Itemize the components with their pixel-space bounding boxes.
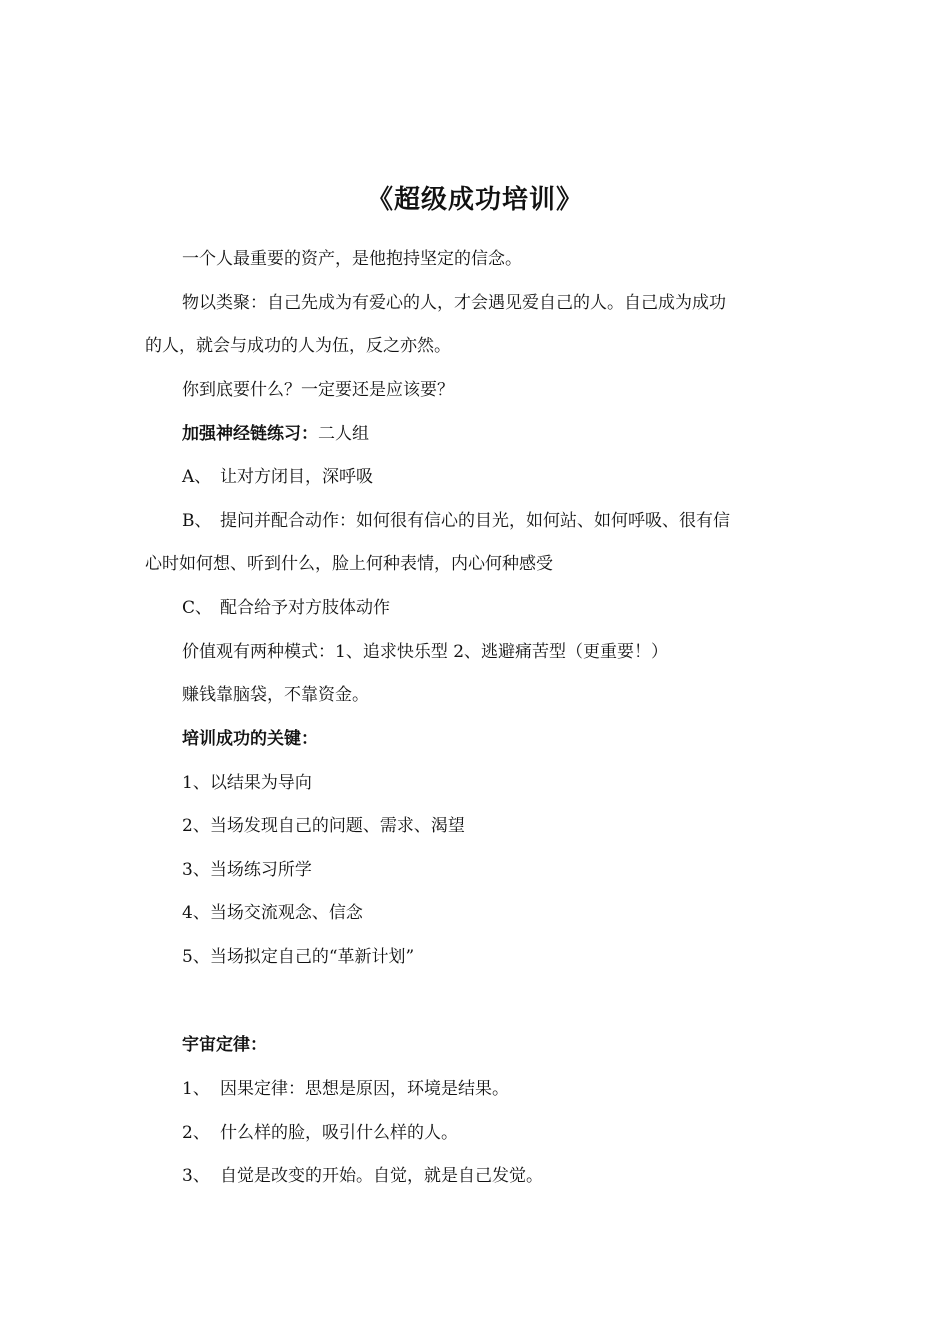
paragraph-question: 你到底要什么？一定要还是应该要？ <box>182 380 454 400</box>
exercise-item-b <box>145 506 852 536</box>
document-title: 《超级成功培训》 <box>366 185 583 215</box>
exercise-item-c <box>145 593 852 623</box>
exercise-heading: 加强神经链练习： <box>182 424 318 444</box>
laws-item-2-marker: 2、 <box>182 1123 210 1143</box>
laws-heading: 宇宙定律： <box>182 1035 267 1055</box>
laws-item-1-text: 因果定律：思想是原因，环境是结果。 <box>220 1079 509 1099</box>
paragraph-values: 价值观有两种模式：1、追求快乐型 2、逃避痛苦型（更重要！） <box>182 642 669 662</box>
exercise-heading-suffix: 二人组 <box>318 424 369 444</box>
exercise-item-c-marker: C、 <box>182 598 213 618</box>
exercise-item-a <box>145 462 852 492</box>
laws-item-1 <box>145 1074 852 1104</box>
laws-item-1-marker: 1、 <box>182 1079 210 1099</box>
exercise-item-b-marker: B、 <box>182 511 212 531</box>
exercise-heading-line <box>145 419 852 449</box>
exercise-item-a-text: 让对方闭目，深呼吸 <box>220 467 373 487</box>
paragraph-money: 赚钱靠脑袋，不靠资金。 <box>182 685 369 705</box>
laws-item-2-text: 什么样的脸，吸引什么样的人。 <box>220 1123 458 1143</box>
laws-item-3-marker: 3、 <box>182 1166 210 1186</box>
exercise-item-b-text-line1: 提问并配合动作：如何很有信心的目光，如何站、如何呼吸、很有信 <box>220 511 730 531</box>
exercise-item-c-text: 配合给予对方肢体动作 <box>220 598 390 618</box>
exercise-item-b-line2: 心时如何想、听到什么，脸上何种表情，内心何种感受 <box>145 554 553 574</box>
laws-item-3-text: 自觉是改变的开始。自觉，就是自己发觉。 <box>220 1166 543 1186</box>
laws-item-2 <box>145 1118 852 1148</box>
keys-item: 2、当场发现自己的问题、需求、渴望 <box>182 816 465 836</box>
keys-item: 1、以结果为导向 <box>182 773 312 793</box>
keys-heading: 培训成功的关键： <box>182 729 318 749</box>
paragraph-like-attracts-line1: 物以类聚：自己先成为有爱心的人，才会遇见爱自己的人。自己成为成功 <box>182 293 726 313</box>
keys-item: 4、当场交流观念、信念 <box>182 903 363 923</box>
keys-item: 5、当场拟定自己的“革新计划” <box>182 947 415 967</box>
exercise-item-a-marker: A、 <box>182 467 212 487</box>
keys-item: 3、当场练习所学 <box>182 860 312 880</box>
laws-item-3 <box>145 1161 852 1191</box>
paragraph-core-belief: 一个人最重要的资产，是他抱持坚定的信念。 <box>182 249 522 269</box>
paragraph-like-attracts-line2: 的人，就会与成功的人为伍，反之亦然。 <box>145 336 451 356</box>
